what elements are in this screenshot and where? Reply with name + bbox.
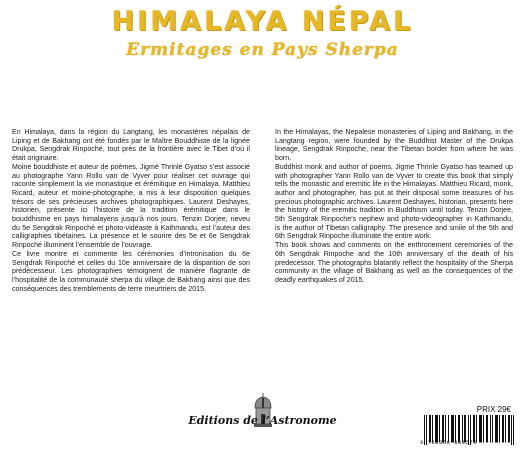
book-title: HIMALAYA NÉPAL [111,6,414,37]
english-paragraph: This book shows and comments on the enthronement ceremonies of the 6th Sengdrak Rinpoche and the 10th anniversary of the death of his predecessor. The photographs blatantly reflect the hospitality of the Sherpa community in the village of Bakhang as well as the consequences of the deadly earthquakes of 2015. [275,241,513,284]
price-label: PRIX 29€ [476,405,511,414]
publisher-name: Editions de l’Astronome [188,414,337,427]
english-paragraph: Buddhist monk and author of poems, Jigme Thrinle Gyatso has teamed up with photographer Yann Rollo van de Vyver to create this book that simply tells the monastic and eremitic life in the Himalayas. Matthieu Ricard, monk, author and photographer, has put at their disposal some treasures of his precious photographic archives. Laurent Deshayes, historian, presents here the history of the eremitic tradition in Buddhism until today. Tenzin Dorjee, 5th Sengdrak Rinpoche’s nephew and photo-videographer in Kathmandu, is the author of Tibetan calligraphy. The presence and smile of the 5th and 6th Sengdrak Rinpoche illuminate the entire work. [275,162,513,241]
book-subtitle: Ermitages en Pays Sherpa [126,40,399,60]
french-description [12,128,250,293]
english-description [275,128,513,285]
isbn-number: 9 782366 861570 [420,439,478,446]
french-paragraph: Ce livre montre et commente les cérémonies d’intronisation du 6e Sengdrak Rinpoché et celles du 10e anniversaire de la disparition de son prédécesseur. Les photographies témoignent de manière flagrante de l’hospitalité de la communauté sherpa du village de Bakhang ainsi que des conséquences des tremblements de terre meurtriers de 2015. [12,249,250,293]
french-paragraph: Moine bouddhiste et auteur de poèmes, Jigmé Thrinlé Gyatso s’est associé au photographe Yann Rollo van de Vyver pour réaliser cet ouvrage qui raconte simplement la vie monastique et érémitique en Himalaya. Matthieu Ricard, auteur et moine-photographe, a mis à leur disposition quelques trésors de ses précieuses archives photographiques. Laurent Deshayes, historien, présente ici l’histoire de la tradition érémitique dans le bouddhisme en pays himalayens jusqu’à nos jours. Tenzin Dorjee, neveu du 5e Sengdrak Rinpoché et photo-vidéaste à Kathmandu, est l’auteur des calligraphies tibétaines. La présence et le sourire des 5e et 6e Sengdrak Rinpoché illuminent l’ensemble de l’ouvrage. [12,162,250,250]
french-paragraph: En Himalaya, dans la région du Langtang, les monastères népalais de Liping et de Bakhang ont été fondés par le Maître Bouddhiste de la lignée Drukpa, Sengdrak Rinpoché, tout près de la frontière avec le Tibet d’où il était originaire. [12,128,250,163]
english-paragraph: In the Himalayas, the Nepalese monasteries of Liping and Bakhang, in the Langtang region, were founded by the Buddhist Master of the Drukpa lineage, Sengdrak Rinpoche, near the Tibetan border from where he was born. [275,128,513,163]
